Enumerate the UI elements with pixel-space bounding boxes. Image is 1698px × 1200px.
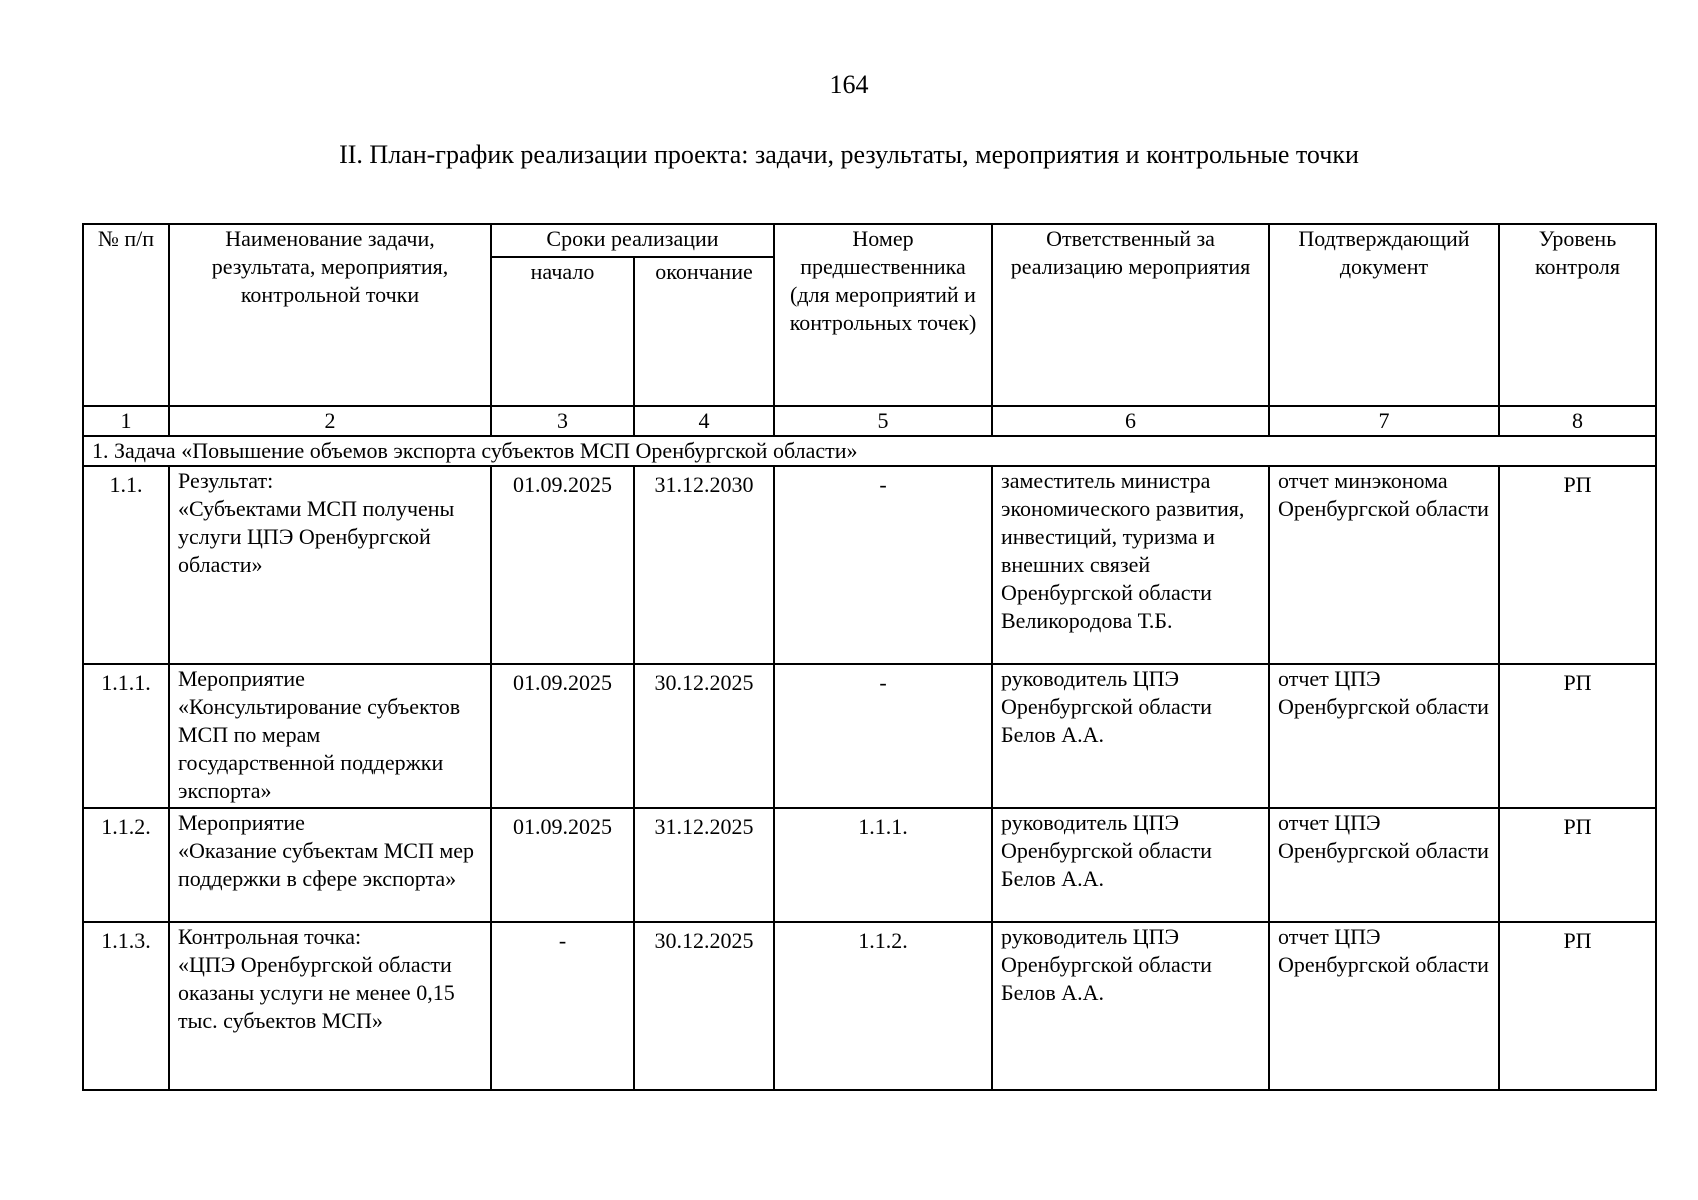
header-end: окончание [634, 257, 774, 406]
row-number: 1.1.3. [83, 922, 169, 1090]
header-name: Наименование задачи, результата, мероприятия, контрольной точки [169, 224, 491, 406]
table-row [83, 808, 1656, 922]
column-number: 2 [169, 406, 491, 436]
header-dates: Сроки реализации [491, 224, 774, 257]
table-row [83, 664, 1656, 808]
row-start-date: 01.09.2025 [491, 466, 634, 664]
page-number: 164 [829, 70, 869, 99]
row-name: Результат: «Субъектами МСП получены услуги ЦПЭ Оренбургской области» [169, 466, 491, 664]
row-number: 1.1.1. [83, 664, 169, 808]
row-responsible: руководитель ЦПЭ Оренбургской области Белов А.А. [992, 808, 1269, 922]
task-title: 1. Задача «Повышение объемов экспорта субъектов МСП Оренбургской области» [83, 436, 1656, 466]
row-number: 1.1. [83, 466, 169, 664]
row-control-level: РП [1499, 808, 1656, 922]
row-predecessor: 1.1.1. [774, 808, 992, 922]
column-number: 5 [774, 406, 992, 436]
row-start-date: - [491, 922, 634, 1090]
row-document: отчет минэконома Оренбургской области [1269, 466, 1499, 664]
row-end-date: 31.12.2025 [634, 808, 774, 922]
header-num: № п/п [83, 224, 169, 406]
row-name: Мероприятие «Консультирование субъектов МСП по мерам государственной поддержки экспорта» [169, 664, 491, 808]
row-end-date: 30.12.2025 [634, 922, 774, 1090]
task-row [83, 436, 1656, 466]
row-start-date: 01.09.2025 [491, 808, 634, 922]
row-end-date: 30.12.2025 [634, 664, 774, 808]
column-number: 3 [491, 406, 634, 436]
header-predecessor: Номер предшественника (для мероприятий и контрольных точек) [774, 224, 992, 406]
row-start-date: 01.09.2025 [491, 664, 634, 808]
column-number: 7 [1269, 406, 1499, 436]
row-document: отчет ЦПЭ Оренбургской области [1269, 808, 1499, 922]
header-control: Уровень контроля [1499, 224, 1656, 406]
header-responsible: Ответственный за реализацию мероприятия [992, 224, 1269, 406]
row-control-level: РП [1499, 466, 1656, 664]
row-document: отчет ЦПЭ Оренбургской области [1269, 922, 1499, 1090]
column-number: 8 [1499, 406, 1656, 436]
project-schedule-table [82, 223, 1657, 1091]
row-responsible: руководитель ЦПЭ Оренбургской области Белов А.А. [992, 664, 1269, 808]
row-name: Контрольная точка: «ЦПЭ Оренбургской области оказаны услуги не менее 0,15 тыс. субъектов МСП» [169, 922, 491, 1090]
table-row [83, 466, 1656, 664]
row-predecessor: - [774, 466, 992, 664]
row-control-level: РП [1499, 922, 1656, 1090]
header-start: начало [491, 257, 634, 406]
row-predecessor: 1.1.2. [774, 922, 992, 1090]
row-end-date: 31.12.2030 [634, 466, 774, 664]
row-name: Мероприятие «Оказание субъектам МСП мер поддержки в сфере экспорта» [169, 808, 491, 922]
row-predecessor: - [774, 664, 992, 808]
header-row [83, 224, 1656, 257]
column-number: 6 [992, 406, 1269, 436]
row-control-level: РП [1499, 664, 1656, 808]
table-row [83, 922, 1656, 1090]
column-number: 4 [634, 406, 774, 436]
column-numbers-row [83, 406, 1656, 436]
row-number: 1.1.2. [83, 808, 169, 922]
section-title: II. План-график реализации проекта: задачи, результаты, мероприятия и контрольные точки [339, 140, 1359, 169]
row-document: отчет ЦПЭ Оренбургской области [1269, 664, 1499, 808]
row-responsible: руководитель ЦПЭ Оренбургской области Белов А.А. [992, 922, 1269, 1090]
column-number: 1 [83, 406, 169, 436]
row-responsible: заместитель министра экономического развития, инвестиций, туризма и внешних связей Оренбургской области Великородова Т.Б. [992, 466, 1269, 664]
header-document: Подтверждающий документ [1269, 224, 1499, 406]
table-body [83, 466, 1656, 1090]
